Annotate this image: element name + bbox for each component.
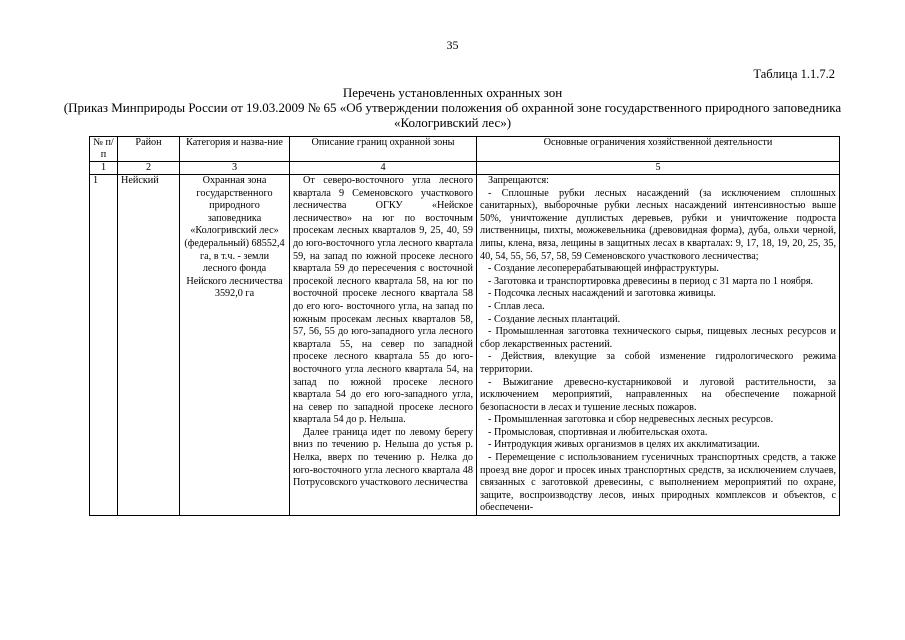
restriction-item: - Промышленная заготовка и сбор недревесных лесных ресурсов. xyxy=(488,414,774,426)
restriction-item: Запрещаются: xyxy=(488,175,550,186)
restriction-item: - Сплав леса. xyxy=(488,300,545,312)
header-category: Категория и назва-ние xyxy=(180,137,290,162)
restriction-item: - Действия, влекущие за собой изменение гидрологического режима территории. xyxy=(480,351,836,375)
col-number-2: 2 xyxy=(118,162,180,175)
page-number: 35 xyxy=(446,38,459,52)
header-row xyxy=(90,137,840,162)
col-number-5: 5 xyxy=(477,162,840,175)
table-row xyxy=(90,175,840,516)
restriction-item: - Промышленная заготовка технического сырья, пищевых лесных ресурсов и сбор лекарственных растений. xyxy=(480,326,836,350)
protection-zones-table xyxy=(89,136,840,516)
header-number: № п/п xyxy=(90,137,118,162)
title-line-2: (Приказ Минприроды России от 19.03.2009 № 65 «Об утверждении положения об охранной зоне государственного природного заповедника «Кологривский лес») xyxy=(63,100,842,130)
row-description xyxy=(290,175,477,516)
restriction-item: - Подсочка лесных насаждений и заготовка живицы. xyxy=(488,288,716,300)
restriction-item: - Сплошные рубки лесных насаждений (за исключением сплошных санитарных), выборочные рубки лесных насаждений интенсивностью выше 50%, уничтожение дуплистых деревьев, рубки и уничтожение подроста лиственницы, пихты, можжевельника (древовидная форма), дуба, ольхи черной, липы, клена, вяза, лещины в защитных лесах в кварталах: 9, 17, 18, 19, 20, 25, 35, 40, 54, 55, 56, 57, 58, 59 Семеновского участкового лесничества; xyxy=(480,187,836,262)
column-number-row xyxy=(90,162,840,175)
row-category: Охранная зона государственного природного заповедника «Кологривский лес» (федеральный) 68552,4 га, в т.ч. - земли лесного фонда Нейского лесничества 3592,0 га xyxy=(180,175,290,516)
restriction-item: - Создание лесоперерабатывающей инфраструктуры. xyxy=(488,263,719,275)
header-district: Район xyxy=(118,137,180,162)
description-paragraph-2: Далее граница идет по левому берегу вниз по течению р. Нельша до устья р. Нелка, вверх по течению р. Нелка до юго-восточного угла лесного квартала 48 Потрусовского участкового лесничества xyxy=(293,426,473,489)
restriction-item: - Заготовка и транспортировка древесины в период с 31 марта по 1 ноября. xyxy=(488,275,814,287)
description-paragraph-1: От северо-восточного угла лесного квартала 9 Семеновского участкового лесничества ОГКУ «Нейское лесничество» на юг по восточным просекам лесных кварталов 9, 25, 40, 59 до юго-восточного угла лесного квартала 59, на запад по южной просеке лесного квартала 59 до пересечения с восточной просекой лесного квартала 58, на юг по восточной просеке лесного квартала 58 до его юго- восточного угла, на запад по южным просекам лесных кварталов 58, 57, 56, 55 до юго-западного угла лесного квартала 55, на север по западной просеке лесного квартала 55 до юго-восточного угла лесного квартала 54, на запад по южной просеке лесного квартала 54 до его юго-западного угла, на север по западной просеке лесного квартала 54 до р. Нельша. xyxy=(293,175,473,426)
row-number: 1 xyxy=(90,175,118,516)
table-label: Таблица 1.1.7.2 xyxy=(753,67,835,81)
title-line-1: Перечень установленных охранных зон xyxy=(342,85,563,100)
col-number-4: 4 xyxy=(290,162,477,175)
restriction-item: - Интродукция живых организмов в целях их акклиматизации. xyxy=(488,439,760,451)
document-title xyxy=(60,85,845,130)
col-number-1: 1 xyxy=(90,162,118,175)
row-district: Нейский xyxy=(118,175,180,516)
row-restrictions xyxy=(477,175,840,516)
restriction-item: - Промысловая, спортивная и любительская охота. xyxy=(488,426,708,438)
restriction-item: - Выжигание древесно-кустарниковой и луговой растительности, за исключением мероприятий, направленных на обеспечение пожарной безопасности в лесах и тушение лесных пожаров. xyxy=(480,376,836,413)
header-restrictions: Основные ограничения хозяйственной деятельности xyxy=(477,137,840,162)
restriction-item: - Перемещение с использованием гусеничных транспортных средств, а также проезд вне дорог и просек иных транспортных средств, за исключением случаев, связанных с заготовкой древесины, с выполнением мероприятий по охране, защите, воспроизводству лесов, иных природных комплексов и объектов, с обеспечени- xyxy=(480,452,836,514)
header-description: Описание границ охранной зоны xyxy=(290,137,477,162)
col-number-3: 3 xyxy=(180,162,290,175)
restriction-item: - Создание лесных плантаций. xyxy=(488,313,621,325)
